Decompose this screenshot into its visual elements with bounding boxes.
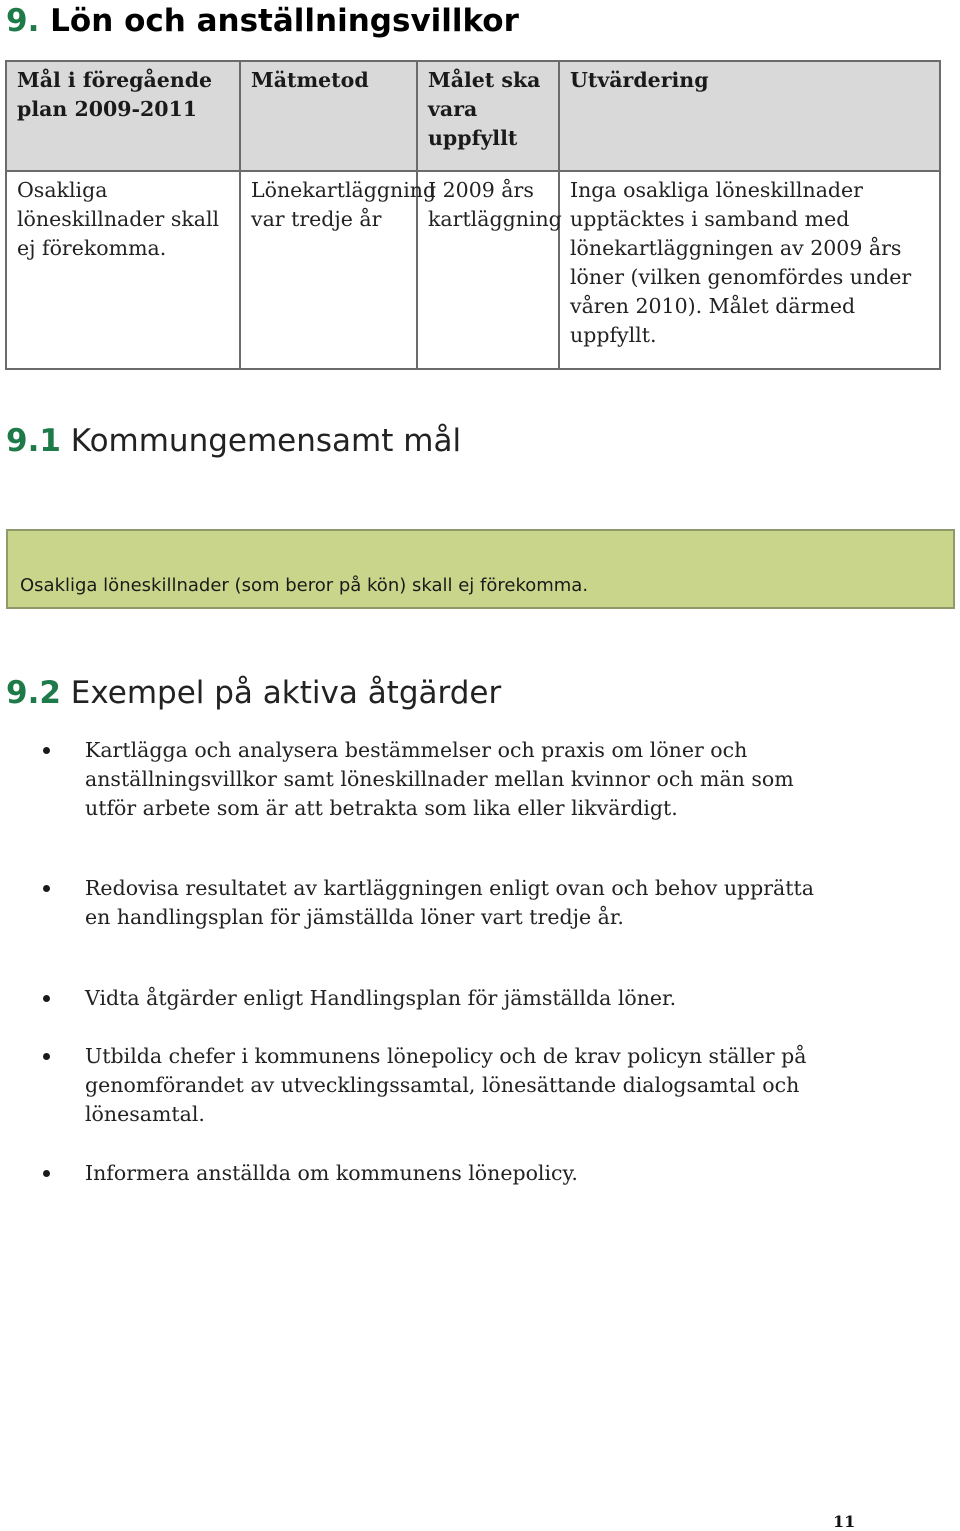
list-item-text: Utbilda chefer i kommunens lönepolicy och de krav policyn ställer på genomförandet av utvecklingssamtal, lönesättande dialogsamtal och lönesamtal. — [85, 1044, 807, 1126]
list-item-text: Vidta åtgärder enligt Handlingsplan för jämställda löner. — [85, 986, 677, 1010]
goals-table — [5, 60, 941, 370]
common-goal-box — [6, 529, 955, 609]
bullet-icon — [43, 747, 50, 754]
list-item-text: Redovisa resultatet av kartläggningen enligt ovan och behov upprätta en handlingsplan för jämställda löner vart tredje år. — [85, 876, 814, 929]
cell-evaluation: Inga osakliga löneskillnader upptäcktes i samband med lönekartläggningen av 2009 års löner (vilken genomfördes under våren 2010). Målet därmed uppfyllt. — [559, 171, 940, 369]
bullet-icon — [43, 1170, 50, 1177]
cell-method: Lönekartläggning var tredje år — [240, 171, 417, 369]
bullet-icon — [43, 885, 50, 892]
common-goal-text: Osakliga löneskillnader (som beror på kön) skall ej förekomma. — [20, 575, 589, 596]
header-previous-goal: Mål i föregående plan 2009-2011 — [6, 61, 240, 171]
list-item-text: Informera anställda om kommunens lönepolicy. — [85, 1161, 578, 1185]
subsection-number: 9.1 — [6, 423, 61, 459]
section-number: 9. — [6, 3, 40, 39]
table-header-row — [6, 61, 940, 171]
section-title: Lön och anställningsvillkor — [50, 3, 519, 39]
subsection-heading-actions — [6, 675, 502, 711]
subsection-title: Kommungemensamt mål — [70, 423, 462, 459]
cell-deadline: I 2009 års kartläggning — [417, 171, 559, 369]
subsection-title: Exempel på aktiva åtgärder — [70, 675, 502, 711]
bullet-icon — [43, 1053, 50, 1060]
page-number: 11 — [833, 1512, 856, 1531]
header-evaluation: Utvärdering — [559, 61, 940, 171]
cell-previous-goal: Osakliga löneskillnader skall ej förekomma. — [6, 171, 240, 369]
bullet-icon — [43, 995, 50, 1002]
header-deadline: Målet ska vara uppfyllt — [417, 61, 559, 171]
subsection-heading-common-goal — [6, 423, 462, 459]
header-method: Mätmetod — [240, 61, 417, 171]
section-heading — [6, 3, 519, 39]
table-row — [6, 171, 940, 369]
subsection-number: 9.2 — [6, 675, 61, 711]
list-item-text: Kartlägga och analysera bestämmelser och praxis om löner och anställningsvillkor samt löneskillnader mellan kvinnor och män som utför arbete som är att betrakta som lika eller likvärdigt. — [85, 738, 794, 820]
